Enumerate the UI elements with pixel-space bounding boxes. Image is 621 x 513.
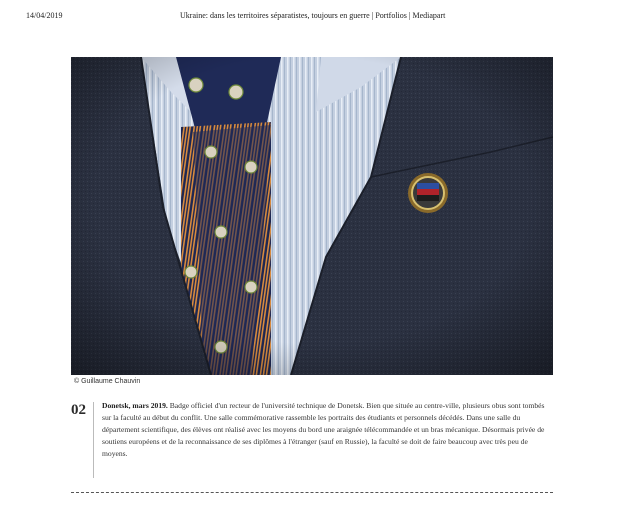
caption-body: Badge officiel d'un recteur de l'université technique de Donetsk. Bien que située au centre-ville, plusieurs obus sont tombés sur la faculté au début du conflit. Une salle commémorative rassemble les portraits des étudiants et personnels décédés. Dans une salle du département scientifique, des élèves ont réalisé avec les moyens du bord une araignée télécommandée et un bras mécanique. Désormais privée de soutiens européens et de la reconnaissance de ses diplômes à l'étranger (sauf en Russie), la faculté se doit de faire beaucoup avec très peu de moyens. xyxy=(102,401,545,458)
portfolio-photo[interactable] xyxy=(71,57,553,375)
section-separator xyxy=(71,492,553,493)
caption-divider xyxy=(93,402,94,478)
caption-number: 02 xyxy=(71,402,86,418)
print-header xyxy=(0,11,621,25)
caption-place-date: Donetsk, mars 2019. xyxy=(102,401,168,410)
photo-credit: © Guillaume Chauvin xyxy=(71,376,553,388)
photo-illustration xyxy=(71,57,553,375)
print-page-title: Ukraine: dans les territoires séparatistes, toujours en guerre | Portfolios | Mediapart xyxy=(180,11,446,20)
print-date: 14/04/2019 xyxy=(26,11,63,20)
caption-text xyxy=(102,400,551,460)
